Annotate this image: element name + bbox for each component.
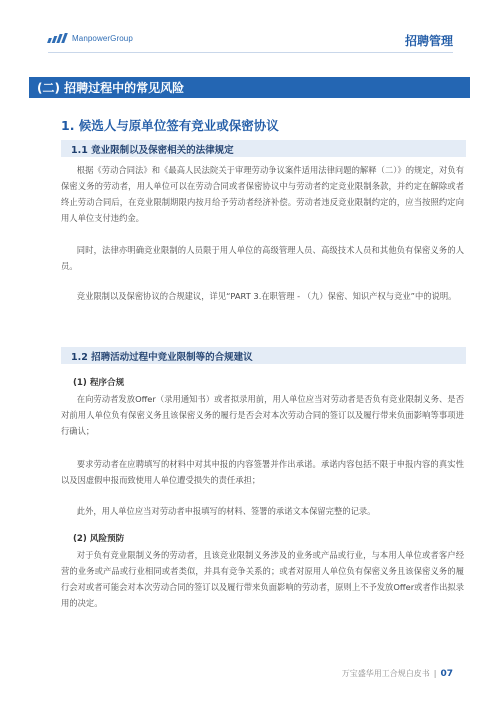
logo-mark-icon [48,33,68,43]
paragraph: 根据《劳动合同法》和《最高人民法院关于审理劳动争议案件适用法律问题的解释（二）》的规定，对负有保密义务的劳动者，用人单位可以在劳动合同或者保密协议中与劳动者约定竞业限制条款，并约定在解除或者终止劳动合同后，在竞业限制期限内按月给予劳动者经济补偿。劳动者违反竞业限制约定的，应当按照约定向用人单位支付违约金。 [61,165,464,223]
paragraph: 同时，法律亦明确竞业限制的人员限于用人单位的高级管理人员、高级技术人员和其他负有保密义务的人员。 [61,245,464,271]
page-number: 07 [440,668,453,679]
heading-1: 1. 候选人与原单位签有竞业或保密协议 [61,118,279,133]
subsection-title: (1) 程序合规 [73,378,125,388]
paragraph: 竞业限制以及保密协议的合规建议，详见“PART 3.在职管理 - （九）保密、知识产权与竞业”中的说明。 [76,291,457,301]
section-label: 招聘管理 [404,34,453,48]
page-header [0,0,499,62]
paragraph: 在向劳动者发放Offer（录用通知书）或者拟录用前，用人单位应当对劳动者是否负有竞业限制义务、是否对前用人单位负有保密义务且该保密义务的履行是否会对本次劳动合同的签订以及履行带来负面影响等事项进行确认； [61,394,464,436]
subheading-1-1: 1.1 竞业限制以及保密相关的法律规定 [61,140,466,157]
footer-title: 万宝盛华用工合规白皮书 [341,669,430,678]
section-banner: (二) 招聘过程中的常见风险 [29,77,470,98]
header-divider [48,52,453,53]
logo-text: ManpowerGroup [72,33,133,43]
paragraph: 对于负有竞业限制义务的劳动者，且该竞业限制义务涉及的业务或产品或行业，与本用人单位或者客户经营的业务或产品或行业相同或者类似，并具有竞争关系的；或者对原用人单位负有保密义务且该保密义务的履行会对或者可能会对本次劳动合同的签订以及履行带来负面影响的劳动者，原则上不予发放Offer或者作出拟录用的决定。 [61,550,464,608]
paragraph: 要求劳动者在应聘填写的材料中对其申报的内容签署并作出承诺。承诺内容包括不限于申报内容的真实性以及因虚假申报而致使用人单位遭受损失的责任承担； [61,459,464,485]
company-logo [48,33,133,43]
page-footer [342,668,453,679]
footer-separator: | [433,669,437,678]
paragraph: 此外，用人单位应当对劳动者申报填写的材料、签署的承诺文本保留完整的记录。 [76,506,376,516]
subheading-1-2: 1.2 招聘活动过程中竞业限制等的合规建议 [61,347,466,364]
subsection-title: (2) 风险预防 [73,534,125,544]
